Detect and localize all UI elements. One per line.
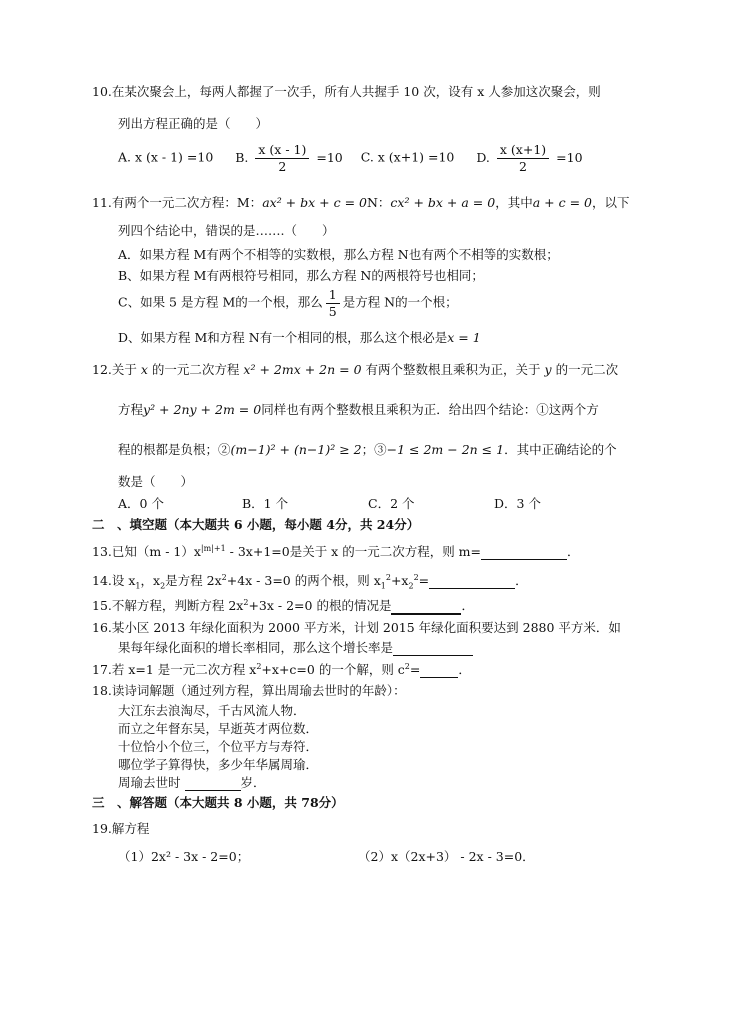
poem-line: 大江东去浪淘尽，千古风流人物． bbox=[118, 703, 306, 718]
q12-option-a: A．0 个 bbox=[118, 496, 164, 511]
answer-blank bbox=[429, 573, 515, 589]
section-heading-fill-in: 二 、填空题（本大题共 6 小题，每小题 4分，共 24分） bbox=[92, 517, 420, 532]
q16-line2: 果每年绿化面积的增长率相同，那么这个增长率是 bbox=[118, 640, 473, 656]
q11-stem-line2: 列四个结论中，错误的是…….（ ） bbox=[118, 223, 335, 238]
q15: 15.不解方程，判断方程 $2x^2+3x - 2=0$ 的根的情况是 ． bbox=[92, 598, 474, 614]
q11-stem-line1: 11.有两个一元二次方程：M：ax² + bx + c = 0N：cx² + bx + a = 0，其中a + c = 0，以下 bbox=[92, 195, 630, 210]
q17: 17.若 x=1 是一元二次方程 $x^2+x+c=0$ 的一个解，则 $c^2=$ ． bbox=[92, 662, 471, 678]
q12-line2: 方程y² + 2ny + 2m = 0同样也有两个整数根且乘积为正．给出四个结论：①这两个方 bbox=[118, 402, 599, 417]
poem-answer-line: 周瑜去世时 岁． bbox=[118, 775, 266, 790]
q10-option-a: A. x (x - 1) =10 bbox=[118, 149, 214, 165]
q16-line1: 16.某小区 2013 年绿化面积为 2000 平方米，计划 2015 年绿化面积要达到 2880 平方米．如 bbox=[92, 620, 621, 635]
q10-option-b: B. $\frac{x (x - 1)}{2}$ =10 bbox=[235, 142, 343, 174]
q18-title: 18.读诗词解题（通过列方程，算出周瑜去世时的年龄）： bbox=[92, 683, 406, 698]
poem-line: 哪位学子算得快，多少年华属周瑜． bbox=[118, 757, 319, 772]
q19-part-2: （2）x（2x+3） - 2x - 3=0． bbox=[358, 849, 535, 864]
answer-blank bbox=[420, 662, 458, 678]
poem-line: 十位恰小个位三，个位平方与寿符． bbox=[118, 739, 319, 754]
fraction: $\frac{1}{5}$ bbox=[326, 287, 340, 319]
q13: 13.已知$(m - 1)x^{|m|+1} - 3x+1=0$是关于 x 的一元二次方程，则 m= ． bbox=[92, 544, 580, 560]
q10-option-c: C. x (x+1) =10 bbox=[360, 149, 455, 165]
q12-option-c: C．2 个 bbox=[368, 496, 415, 511]
q11-option-a: A．如果方程 M有两个不相等的实数根，那么方程 N也有两个不相等的实数根； bbox=[118, 247, 559, 262]
q11-option-c: C、如果 5 是方程 M的一个根，那么 $\frac{1}{5}$ 是方程 N的一个根； bbox=[118, 287, 458, 319]
answer-blank bbox=[481, 544, 567, 560]
q19-title: 19.解方程 bbox=[92, 821, 150, 836]
fraction: $\frac{x (x+1)}{2}$ bbox=[497, 142, 549, 174]
q10-stem-line1: 10.在某次聚会上，每两人都握了一次手，所有人共握手 10 次，设有 x 人参加这次聚会，则 bbox=[92, 84, 601, 99]
q10-options bbox=[118, 142, 583, 174]
q10-stem-line2: 列出方程正确的是（ ） bbox=[118, 116, 269, 131]
fraction: $\frac{x (x - 1)}{2}$ bbox=[255, 142, 309, 174]
q11-option-b: B、如果方程 M有两根符号相同，那么方程 N的两根符号也相同； bbox=[118, 268, 484, 283]
answer-blank bbox=[393, 640, 473, 656]
answer-blank bbox=[185, 775, 241, 791]
q12-option-b: B．1 个 bbox=[242, 496, 289, 511]
poem-line: 而立之年督东吴，早逝英才两位数． bbox=[118, 721, 319, 736]
q14: 14.设 $x_1$，$x_2$是方程 $2x^2+4x - 3=0$ 的两个根，则 $x_1^2+x_2^2=$ ． bbox=[92, 573, 528, 591]
q19-part-1: （1）2x² - 3x - 2=0； bbox=[118, 849, 250, 864]
section-heading-answers: 三 、解答题（本大题共 8 小题，共 78分） bbox=[92, 795, 344, 810]
q12-line1: 12.关于 x 的一元二次方程 x² + 2mx + 2n = 0 有两个整数根且乘积为正，关于 y 的一元二次 bbox=[92, 362, 619, 377]
q10-option-d: D. $\frac{x (x+1)}{2}$ =10 bbox=[476, 142, 583, 174]
q12-line3: 程的根都是负根；②(m−1)² + (n−1)² ≥ 2；③−1 ≤ 2m − 2n ≤ 1．其中正确结论的个 bbox=[118, 442, 617, 457]
answer-blank bbox=[391, 598, 461, 615]
q11-option-d: D、如果方程 M和方程 N有一个相同的根，那么这个根必是x = 1 bbox=[118, 330, 481, 345]
q12-line4: 数是（ ） bbox=[118, 474, 194, 489]
q12-option-d: D．3 个 bbox=[494, 496, 541, 511]
